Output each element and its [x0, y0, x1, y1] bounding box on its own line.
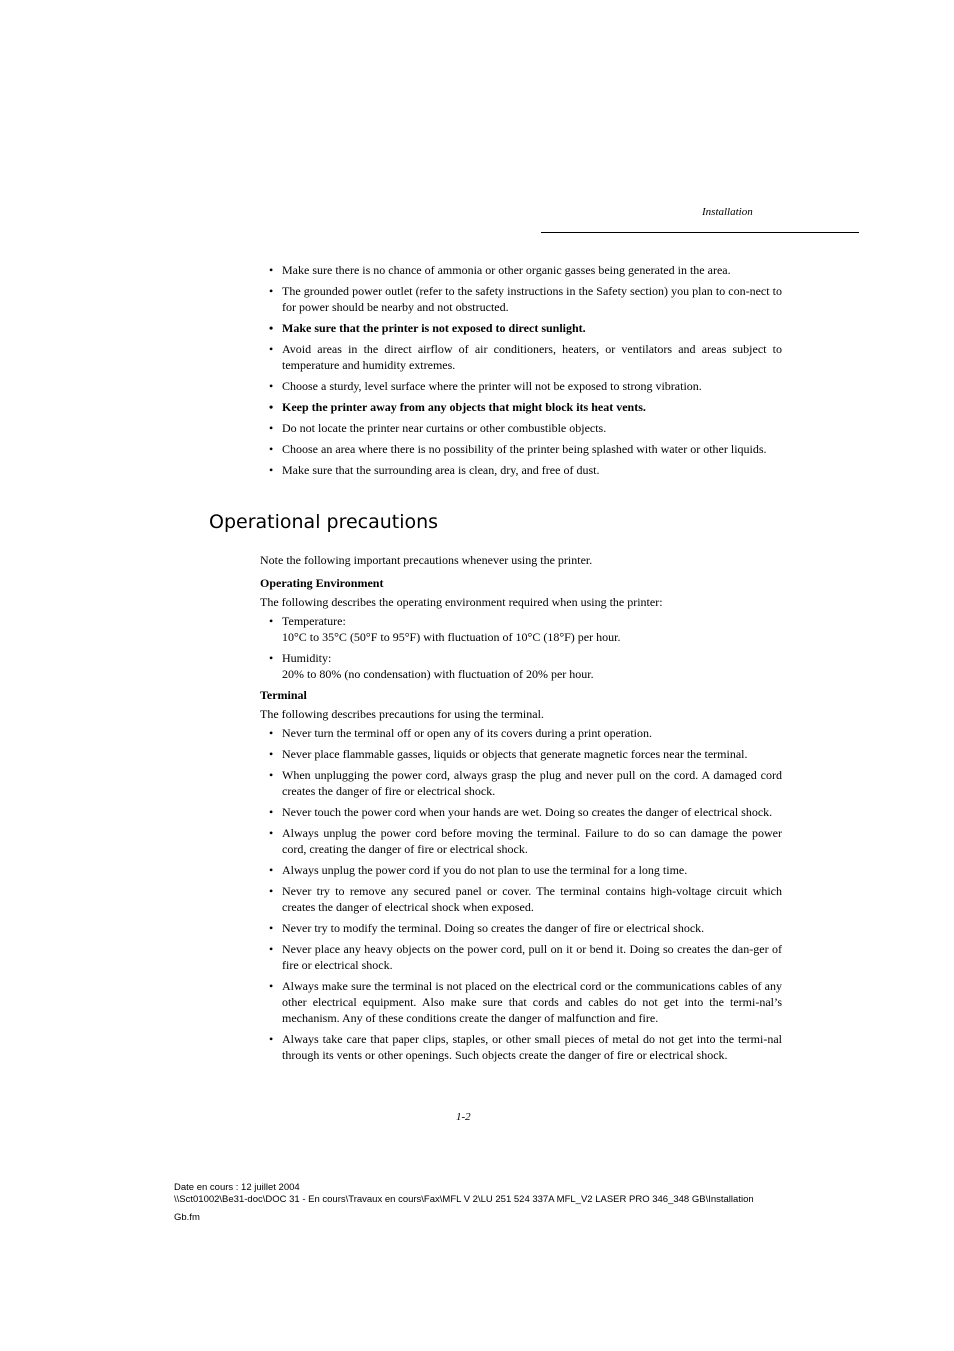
bullet-glyph: • [269, 442, 274, 456]
terminal-precautions-list [260, 725, 782, 1063]
list-item-text: Make sure that the printer is not exposed to direct sunlight. [282, 321, 586, 335]
bullet-glyph: • [269, 921, 274, 935]
list-item [260, 283, 782, 315]
bullet-glyph: • [269, 614, 274, 628]
bullet-glyph: • [269, 863, 274, 877]
operating-environment-list [260, 613, 782, 682]
list-item [260, 725, 782, 741]
list-item [260, 920, 782, 936]
running-header: Installation [702, 206, 753, 218]
list-item-text: Avoid areas in the direct airflow of air conditioners, heaters, or ventilators and areas subject to temperature and humidity extremes. [282, 342, 782, 372]
list-item [260, 978, 782, 1026]
bullet-glyph: • [269, 747, 274, 761]
list-item-text: Make sure that the surrounding area is clean, dry, and free of dust. [282, 463, 600, 477]
terminal-heading: Terminal [260, 688, 307, 702]
list-item-text: Never try to modify the terminal. Doing so creates the danger of fire or electrical shock. [282, 921, 705, 935]
section-title: Operational precautions [209, 511, 439, 533]
bullet-glyph: • [269, 826, 274, 840]
section-content [260, 552, 782, 1068]
bullet-glyph: • [269, 651, 274, 665]
bullet-glyph: • [269, 884, 274, 898]
operating-environment-description: The following describes the operating environment required when using the printer: [260, 595, 663, 609]
list-item-text: Choose a sturdy, level surface where the printer will not be exposed to strong vibration. [282, 379, 702, 393]
list-item [260, 441, 782, 457]
list-item [260, 650, 782, 682]
list-item [260, 862, 782, 878]
list-item [260, 378, 782, 394]
list-item [260, 883, 782, 915]
list-item-text: Choose an area where there is no possibility of the printer being splashed with water or other liquids. [282, 442, 767, 456]
bullet-glyph: • [269, 463, 274, 477]
list-item-text: Make sure there is no chance of ammonia or other organic gasses being generated in the area. [282, 263, 731, 277]
list-item-text: The grounded power outlet (refer to the safety instructions in the Safety section) you plan to con-nect to for power should be nearby and not obstructed. [282, 284, 782, 314]
bullet-glyph: • [269, 979, 274, 993]
list-item-text: Always unplug the power cord if you do not plan to use the terminal for a long time. [282, 863, 688, 877]
bullet-glyph: • [269, 805, 274, 819]
list-item [260, 804, 782, 820]
list-item-text: Never place flammable gasses, liquids or objects that generate magnetic forces near the terminal. [282, 747, 748, 761]
footer-file: Gb.fm [174, 1212, 200, 1223]
list-item [260, 1031, 782, 1063]
list-item [260, 746, 782, 762]
bullet-glyph: • [269, 321, 274, 335]
list-item [260, 462, 782, 478]
environment-value: 20% to 80% (no condensation) with fluctuation of 20% per hour. [282, 667, 594, 681]
list-item-text: When unplugging the power cord, always grasp the plug and never pull on the cord. A damaged cord creates the danger of fire or electrical shock. [282, 768, 782, 798]
bullet-glyph: • [269, 342, 274, 356]
bullet-glyph: • [269, 379, 274, 393]
environment-value: 10°C to 35°C (50°F to 95°F) with fluctuation of 10°C (18°F) per hour. [282, 630, 621, 644]
list-item [260, 941, 782, 973]
list-item [260, 825, 782, 857]
bullet-glyph: • [269, 726, 274, 740]
page-number: 1-2 [456, 1111, 471, 1123]
list-item [260, 341, 782, 373]
list-item-text: Never try to remove any secured panel or cover. The terminal contains high-voltage circuit which creates the danger of electrical shock when exposed. [282, 884, 782, 914]
location-requirements-list [260, 262, 782, 483]
list-item [260, 613, 782, 645]
list-item-text: Never turn the terminal off or open any of its covers during a print operation. [282, 726, 653, 740]
bullet-glyph: • [269, 400, 274, 414]
list-item-text: Keep the printer away from any objects that might block its heat vents. [282, 400, 646, 414]
list-item-text: Never place any heavy objects on the power cord, pull on it or bend it. Doing so creates the dan-ger of fire or electrical shock. [282, 942, 782, 972]
list-item [260, 767, 782, 799]
list-item-text: Do not locate the printer near curtains or other combustible objects. [282, 421, 607, 435]
document-footer [174, 1182, 814, 1224]
terminal-description: The following describes precautions for using the terminal. [260, 707, 544, 721]
list-item-text: Always unplug the power cord before moving the terminal. Failure to do so can damage the power cord, creating the danger of fire or electrical shock. [282, 826, 782, 856]
footer-date: Date en cours : 12 juillet 2004 [174, 1182, 300, 1193]
header-rule [541, 232, 859, 233]
list-item-text: Always make sure the terminal is not placed on the electrical cord or the communications cables of any other electrical equipment. Also make sure that cords and cables do not get into the termi-nal’s mechanism. Any of these conditions create the danger of malfunction and fire. [282, 979, 782, 1025]
list-item [260, 420, 782, 436]
environment-label: Temperature: [282, 614, 346, 628]
bullet-glyph: • [269, 421, 274, 435]
footer-path: \\Sct01002\Be31-doc\DOC 31 - En cours\Travaux en cours\Fax\MFL V 2\LU 251 524 337A MFL_V2 LASER PRO 346_348 GB\Installation [174, 1194, 754, 1205]
bullet-glyph: • [269, 942, 274, 956]
list-item [260, 320, 782, 336]
operating-environment-heading: Operating Environment [260, 576, 384, 590]
bullet-glyph: • [269, 1032, 274, 1046]
environment-label: Humidity: [282, 651, 332, 665]
list-item-text: Always take care that paper clips, staples, or other small pieces of metal do not get into the termi-nal through its vents or other openings. Such objects create the danger of fire or electrical shock. [282, 1032, 782, 1062]
list-item [260, 399, 782, 415]
bullet-glyph: • [269, 263, 274, 277]
bullet-glyph: • [269, 768, 274, 782]
list-item [260, 262, 782, 278]
section-intro: Note the following important precautions whenever using the printer. [260, 553, 593, 567]
list-item-text: Never touch the power cord when your hands are wet. Doing so creates the danger of electrical shock. [282, 805, 773, 819]
bullet-glyph: • [269, 284, 274, 298]
